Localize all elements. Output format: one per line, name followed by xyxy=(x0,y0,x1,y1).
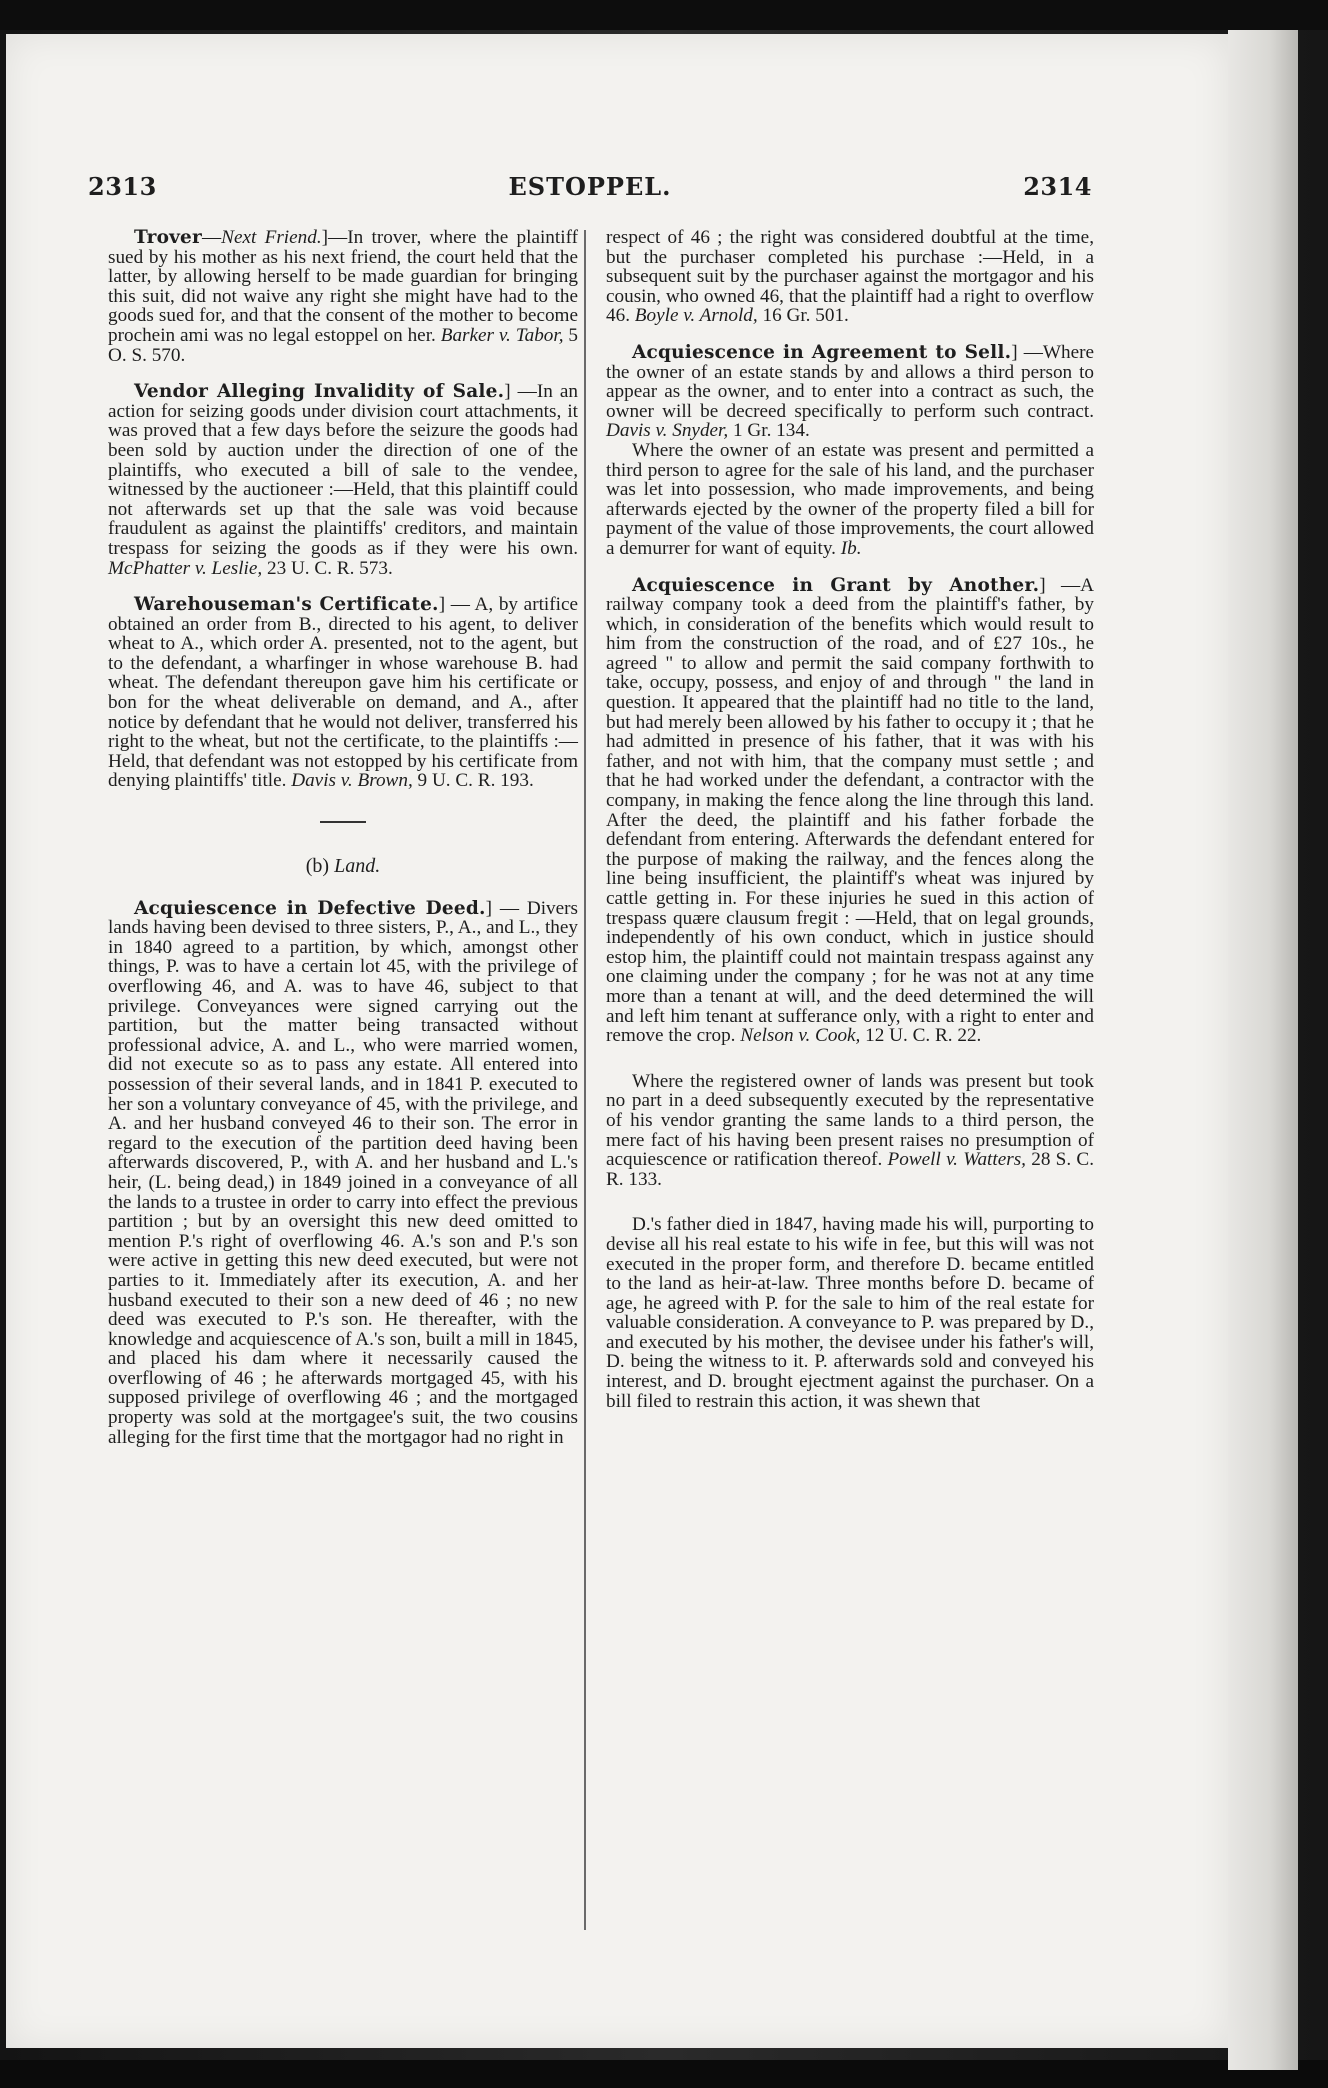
case-name: Davis v. Brown, xyxy=(291,770,413,792)
entry-text: —A railway company took a deed from the plaintiff's father, by which, in consideration of the benefits which would result to him from the construction of the road, and of £27 10s., he agreed " to allow and permit the said company forthwith to take, occupy, possess, and enjoy of and through " the land in question. It appeared that the plaintiff had no title to the land, but had merely been allowed by his father to occupy it ; that he had admitted in presence of his father, that it was with his father, and not with him, that the company must settle ; and that he had worked under the defendant, a contractor with the company, in making the fence along the line through this land. After the deed, the plaintiff and his father forbade the defendant from entering. Afterwards the defendant entered for the purpose of making the railway, and the fences along the line being insufficient, the plaintiff's wheat was injured by cattle getting in. For these injuries he sued in this action of trespass quære clausum fregit : —Held, that on legal grounds, independently of his own conduct, which in justice should estop him, the plaintiff could not maintain trespass against any one claiming under the company ; for he was not at any time more than a tenant at will, and the deed determined the will and left him tenant at sufferance only, with a right to enter and remove the crop. xyxy=(606,574,1094,1047)
entry-text: —In an action for seizing goods under division court attachments, it was proved that a few days before the seizure the goods had been sold by auction under the direction of one of the plaintiffs, who executed a bill of sale to the vendee, witnessed by the auctioneer :—Held, that this plaintiff could not afterwards set up that the sale was void because fraudulent as against the plaintiffs' creditors, and maintain trespass for seizing the goods as if they were his own. xyxy=(108,381,578,559)
entry-heading: Warehouseman's Certificate. xyxy=(134,594,439,616)
entry-heading: Acquiescence in Grant by Another. xyxy=(632,574,1040,596)
entry-grant: Acquiescence in Grant by Another.] —A railway company took a deed from the plaintiff's father, by which, in consideration of the benefits which would result to him from the construction of the road, and of £27 10s., he agreed " to allow and permit the said company forthwith to take, occupy, possess, and enjoy of and through " the land in question. It appeared that the plaintiff had no title to the land, but had merely been allowed by his father to occupy it ; that he had admitted in presence of his father, that it was with his father, and not with him, that the company must settle ; and that he had worked under the defendant, a contractor with the company, in making the fence along the line through this land. After the deed, the plaintiff and his father forbade the defendant from entering. Afterwards the defendant entered for the purpose of making the railway, and the fences along the line being insufficient, the plaintiff's wheat was injured by cattle getting in. For these injuries he sued in this action of trespass quære clausum fregit : —Held, that on legal grounds, independently of his own conduct, which in justice should estop him, the plaintiff could not maintain trespass against any one claiming under the company ; for he was not at any time more than a tenant at will, and the deed determined the will and left him tenant at sufferance only, with a right to enter and remove the crop. Nelson v. Cook, 12 U. C. R. 22. xyxy=(606,574,1094,1047)
column-divider xyxy=(584,230,586,1930)
entry-warehouse: Warehouseman's Certificate.] — A, by artifice obtained an order from B., directed to his agent, to deliver wheat to A., which order A. presented, not to the agent, but to the defendant, a wharfinger in whose warehouse B. had wheat. The defendant thereupon gave him his certificate or bon for the wheat deliverable on demand, and A., after notice by defendant that he would not deliver, transferred his right to the wheat, but not the certificate, to the plaintiffs :—Held, that defendant was not estopped by his certificate from denying plaintiffs' title. Davis v. Brown, 9 U. C. R. 193. xyxy=(108,594,578,792)
right-column xyxy=(606,228,1094,1411)
page-edge-shadow xyxy=(1228,30,1298,2070)
scan-bottom-border xyxy=(0,2060,1328,2088)
entry-heading: Trover xyxy=(134,227,202,248)
entry-registered-owner xyxy=(606,1072,1094,1190)
case-name: Barker v. Tabor, xyxy=(440,324,564,346)
entry-text: Where the owner of an estate was present and permitted a third person to agree for the sale of his land, and the purchaser was let into possession, who made improvements, and being afterwards ejected by the owner of the property filed a bill for payment of the value of those improvements, the court allowed a demurrer for want of equity. xyxy=(606,439,1094,559)
case-name: Davis v. Snyder, xyxy=(606,420,729,442)
case-ibid: Ib. xyxy=(840,537,862,559)
page-number-right: 2314 xyxy=(1023,172,1092,201)
case-name: McPhatter v. Leslie, xyxy=(108,557,263,579)
running-header xyxy=(88,172,1092,208)
case-citation: 28 S. C. R. 133. xyxy=(606,1149,1095,1190)
case-citation: 9 U. C. R. 193. xyxy=(417,770,534,792)
entry-heading: Acquiescence in Agreement to Sell. xyxy=(632,341,1012,363)
entry-heading: Acquiescence in Defective Deed. xyxy=(134,897,486,919)
page-number-left: 2313 xyxy=(88,172,157,201)
entry-text: —Where the owner of an estate stands by and allows a third person to appear as the owner, and to enter into a contract as such, the owner will be decreed specifically to perform such contract. xyxy=(606,341,1095,422)
entry-text: Where the registered owner of lands was present but took no part in a deed subsequently executed by the representative of his vendor granting the same lands to a third person, the mere fact of his having been present raises no presumption of acquiescence or ratification thereof. xyxy=(606,1070,1094,1171)
case-name: Powell v. Watters, xyxy=(887,1149,1026,1171)
entry-trover: Trover—Next Friend.]—In trover, where the plaintiff sued by his mother as his next friend, the court held that the latter, by allowing herself to be made guardian for bringing this suit, did not waive any right she might have had to the goods sued for, and that the consent of the mother to become prochein ami was no legal estoppel on her. Barker v. Tabor, 5 O. S. 570. xyxy=(108,227,579,366)
entry-agreement-para2 xyxy=(606,441,1094,559)
case-citation: 5 O. S. 570. xyxy=(108,324,579,366)
section-divider xyxy=(320,821,366,823)
entry-text: respect of 46 ; the right was considered doubtful at the time, but the purchaser completed his purchase :—Held, in a subsequent suit by the purchaser against the mortgagor and his cousin, who owned 46, that the plaintiff had a right to overflow 46. xyxy=(606,227,1094,327)
entry-defective-deed: Acquiescence in Defective Deed.] — Divers lands having been devised to three sisters, P., A., and L., they in 1840 agreed to a partition, by which, amongst other things, P. was to have a certain lot 45, with the privilege of overflowing 46, and A. was to have 46, subject to that privilege. Conveyances were signed carrying out the partition, but the matter being transacted without professional advice, A. and L., who were married women, did not execute so as to pass any estate. All entered into possession of their several lands, and in 1841 P. executed to her son a voluntary conveyance of 45, with the privilege, and A. and her husband conveyed 46 to their son. The error in regard to the execution of the partition deed having been afterwards discovered, P., with A. and her husband and L.'s heir, (L. being dead,) in 1849 joined in a conveyance of all the lands to a trustee in order to carry into effect the previous partition ; but by an oversight this new deed omitted to mention P.'s right of overflowing 46. A.'s son and P.'s son were active in getting this new deed executed, but were not parties to it. Immediately after its execution, A. and her husband executed to their son a new deed of 46 ; no new deed was executed to P.'s son. He thereafter, with the knowledge and acquiescence of A.'s son, built a mill in 1845, and placed his dam where it necessarily caused the overflowing of 46 ; he afterwards mortgaged 45, with his supposed privilege of overflowing 46 ; and the mortgaged property was sold at the mortgagee's suit, the two cousins alleging for the first time that the mortgagor had no right in xyxy=(108,897,578,1448)
case-citation: 1 Gr. 134. xyxy=(733,420,810,442)
entry-text: — Divers lands having been devised to three sisters, P., A., and L., they in 1840 agreed to a partition, by which, amongst other things, P. was to have a certain lot 45, with the privilege of overflowing 46, and A. was to have 46, subject to that privilege. Conveyances were signed carrying out the partition, but the matter being transacted without professional advice, A. and L., who were married women, did not execute so as to pass any estate. All entered into possession of their several lands, and in 1841 P. executed to her son a voluntary conveyance of 45, with the privilege, and A. and her husband conveyed 46 to their son. The error in regard to the execution of the partition deed having been afterwards discovered, P., with A. and her husband and L.'s heir, (L. being dead,) in 1849 joined in a conveyance of all the lands to a trustee in order to carry into effect the previous partition ; but by an oversight this new deed omitted to mention P.'s right of overflowing 46. A.'s son and P.'s son were active in getting this new deed executed, but were not parties to it. Immediately after its execution, A. and her husband executed to their son a new deed of 46 ; no new deed was executed to P.'s son. He thereafter, with the knowledge and acquiescence of A.'s son, built a mill in 1845, and placed his dam where it necessarily caused the overflowing of 46 ; he afterwards mortgaged 45, with his supposed privilege of overflowing 46 ; and the mortgaged property was sold at the mortgagee's suit, the two cousins alleging for the first time that the mortgagor had no right in xyxy=(108,897,578,1448)
entry-fathers-will xyxy=(606,1215,1094,1411)
case-citation: 12 U. C. R. 22. xyxy=(865,1025,982,1047)
case-name: Nelson v. Cook, xyxy=(740,1025,861,1047)
scan-top-border xyxy=(0,0,1328,30)
section-subheading: (b) Land. xyxy=(305,855,381,878)
case-name: Boyle v. Arnold, xyxy=(634,305,758,327)
entry-vendor: Vendor Alleging Invalidity of Sale.] —In an action for seizing goods under division court attachments, it was proved that a few days before the seizure the goods had been sold by auction under the direction of one of the plaintiffs, who executed a bill of sale to the vendee, witnessed by the auctioneer :—Held, that this plaintiff could not afterwards set up that the sale was void because fraudulent as against the plaintiffs' creditors, and maintain trespass for seizing the goods as if they were his own. McPhatter v. Leslie, 23 U. C. R. 573. xyxy=(108,381,578,579)
entry-text: D.'s father died in 1847, having made his will, purporting to devise all his real estate to his wife in fee, but this will was not executed in the proper form, and therefore D. became entitled to the land as heir-at-law. Three months before D. became of age, he agreed with P. for the sale to him of the real estate for valuable consideration. A conveyance to P. was prepared by D., and executed by his mother, the devisee under his father's will, D. being the witness to it. P. afterwards sold and conveyed his interest, and D. brought ejectment against the purchaser. On a bill filed to restrain this action, it was shewn that xyxy=(606,1214,1094,1412)
entry-continued xyxy=(606,228,1094,326)
case-citation: 23 U. C. R. 573. xyxy=(266,557,393,579)
entry-text: — A, by artifice obtained an order from B., directed to his agent, to deliver wheat to A., which order A. presented, not to the agent, but to the defendant, a wharfinger in whose warehouse B. had wheat. The defendant thereupon gave him his certificate or bon for the wheat deliverable on demand, and A., after notice by defendant that he would not deliver, transferred his right to the wheat, but not the certificate, to the plaintiffs :—Held, that defendant was not estopped by his certificate from denying plaintiffs' title. xyxy=(108,594,578,792)
entry-subheading: Next Friend. xyxy=(221,227,322,248)
case-citation: 16 Gr. 501. xyxy=(762,305,849,327)
entry-heading: Vendor Alleging Invalidity of Sale. xyxy=(134,381,505,403)
left-column xyxy=(108,228,578,1447)
entry-text: —In trover, where the plaintiff sued by his mother as his next friend, the court held that the latter, by allowing herself to be made guardian for bringing this suit, did not waive any right she might have had to the goods sued for, and that the consent of the mother to become prochein ami was no legal estoppel on her. xyxy=(108,227,578,346)
page-title: ESTOPPEL. xyxy=(508,172,672,201)
entry-agreement: Acquiescence in Agreement to Sell.] —Where the owner of an estate stands by and allows a third person to appear as the owner, and to enter into a contract as such, the owner will be decreed specifically to perform such contract. Davis v. Snyder, 1 Gr. 134. xyxy=(606,341,1095,442)
